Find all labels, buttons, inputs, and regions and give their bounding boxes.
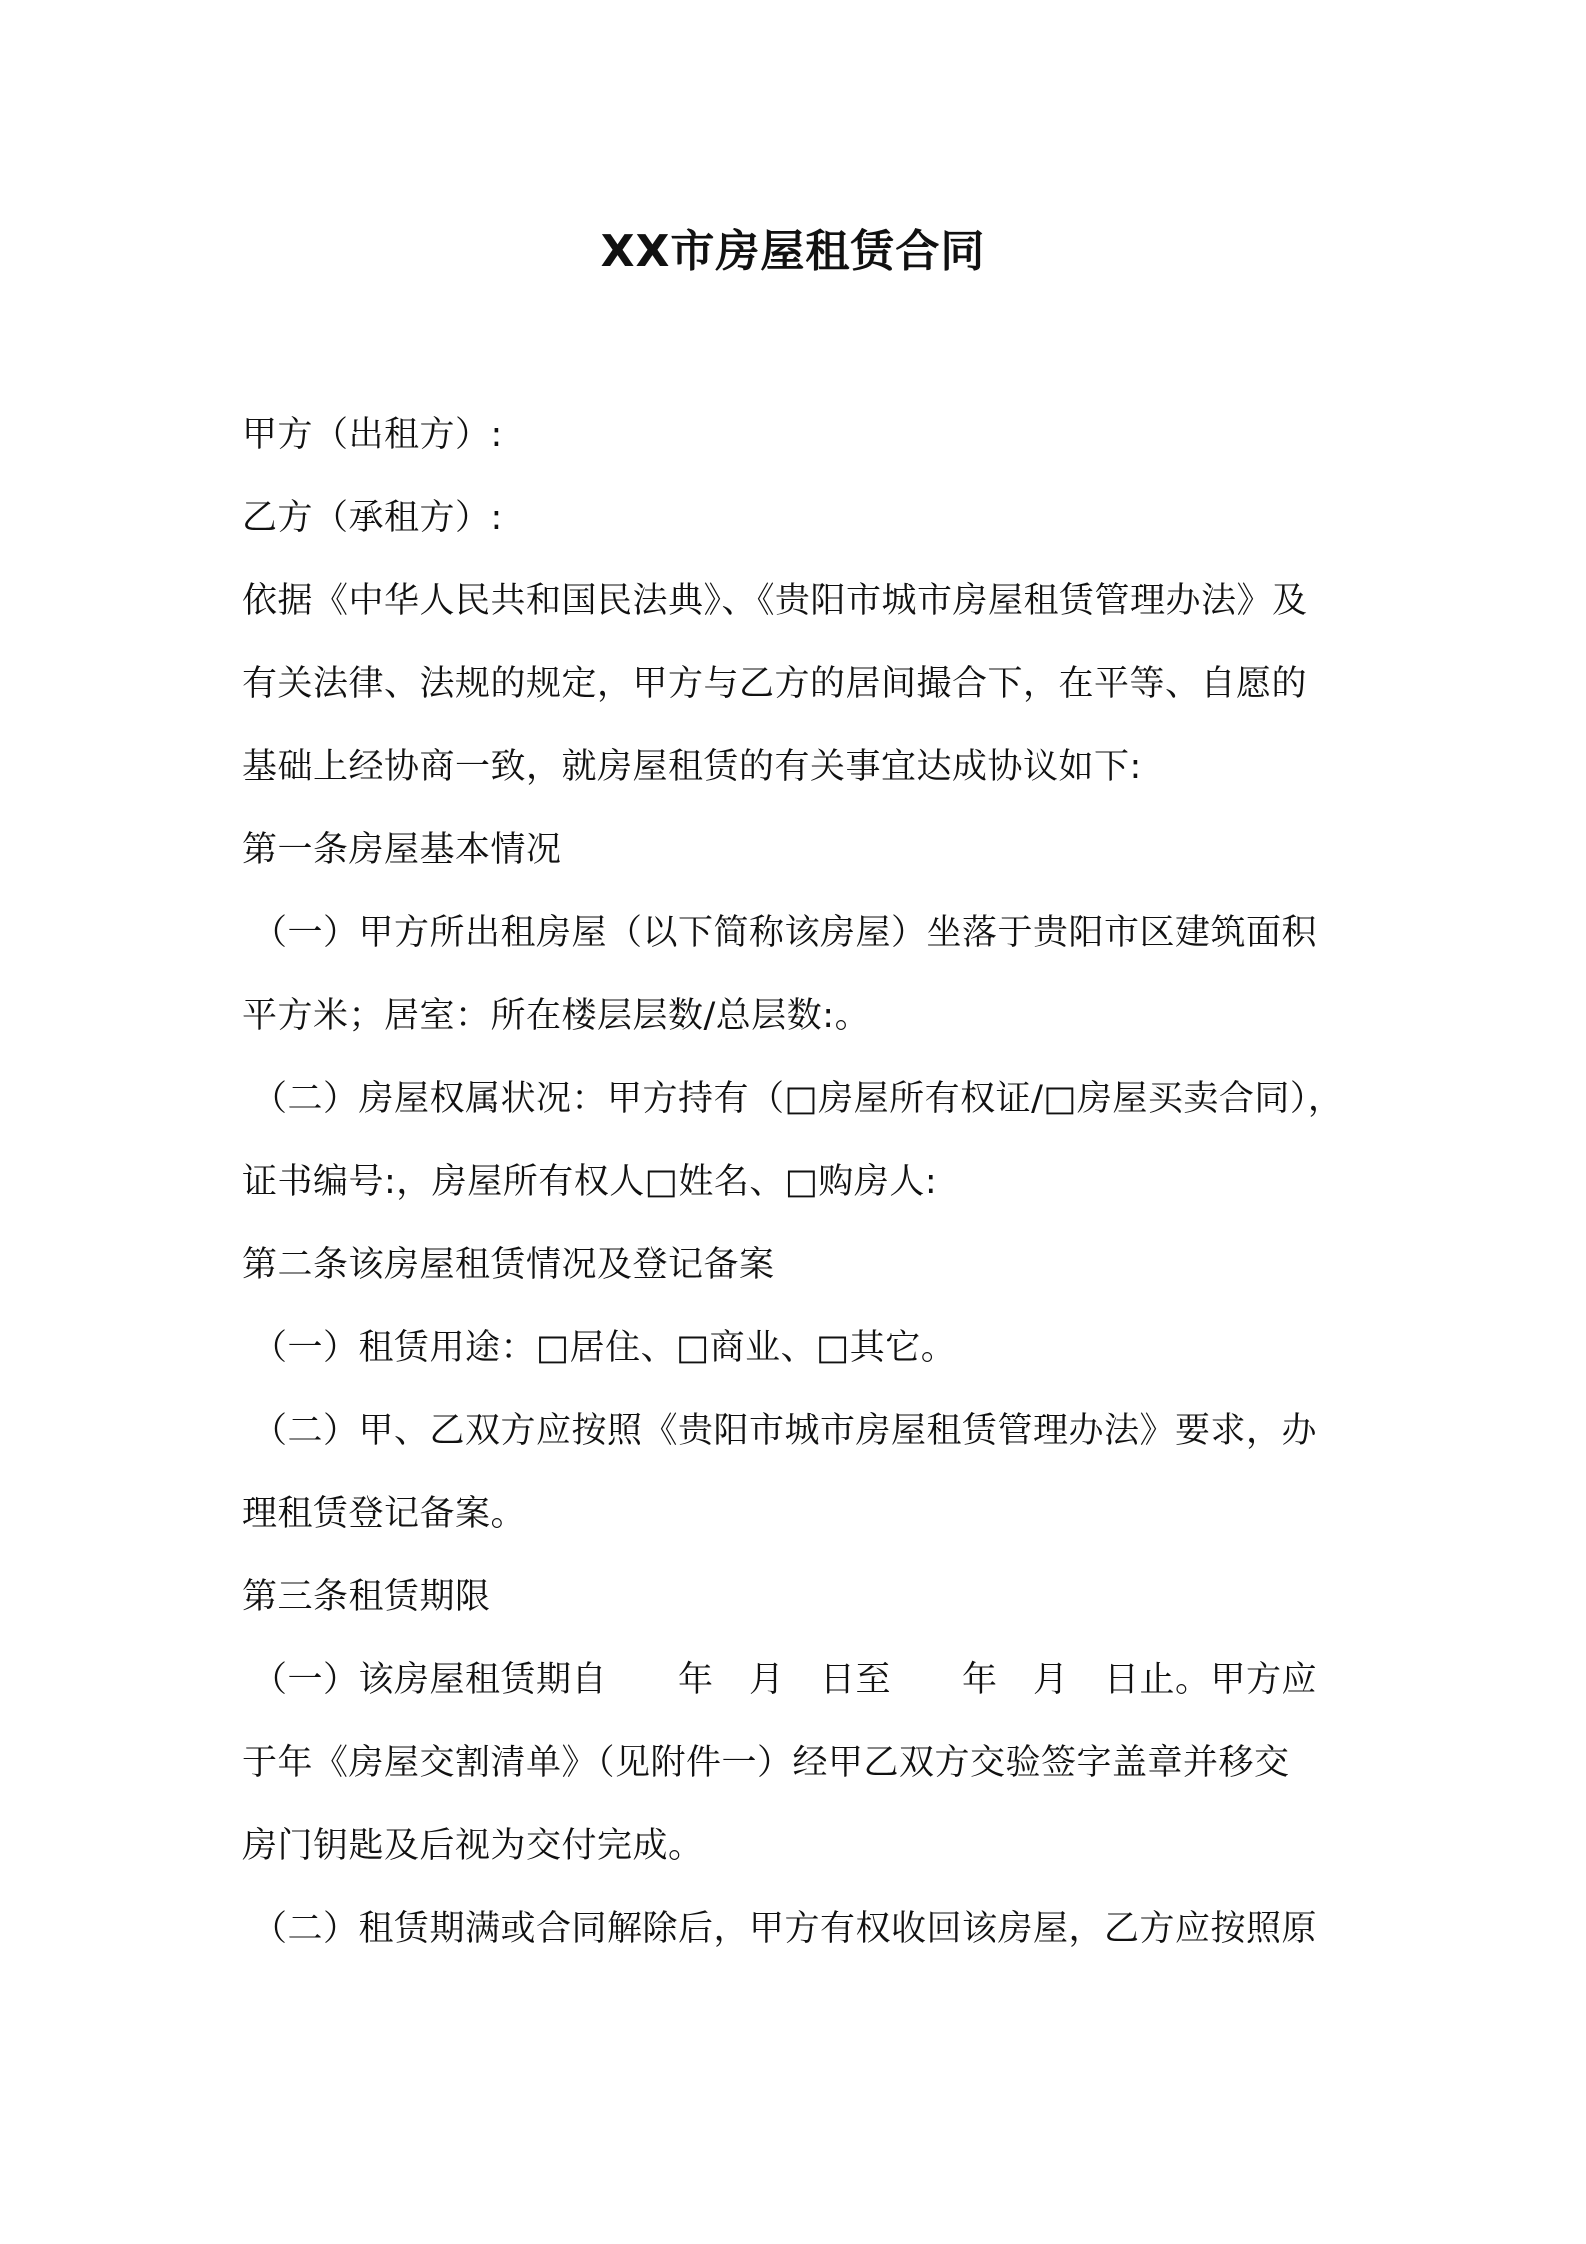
- clause-line: （一）甲方所出租房屋（以下简称该房屋）坐落于贵阳市区建筑面积: [252, 913, 1318, 953]
- clause-line: 理租赁登记备案。: [242, 1494, 527, 1534]
- clause-line: 证书编号:，房屋所有权人□姓名、□购房人:: [242, 1162, 938, 1202]
- clause-line: （一）该房屋租赁期自 年 月 日至 年 月 日止。甲方应: [252, 1660, 1318, 1700]
- article-heading: 第一条房屋基本情况: [242, 830, 562, 870]
- clause-line: 房门钥匙及后视为交付完成。: [242, 1826, 704, 1866]
- paragraph-line: 基础上经协商一致，就房屋租赁的有关事宜达成协议如下:: [242, 747, 1142, 787]
- clause-line: 于年《房屋交割清单》（见附件一）经甲乙双方交验签字盖章并移交: [242, 1743, 1290, 1783]
- article-heading: 第二条该房屋租赁情况及登记备案: [242, 1245, 775, 1285]
- clause-line: （二）甲、乙双方应按照《贵阳市城市房屋租赁管理办法》要求，办: [252, 1411, 1318, 1451]
- party-b-line: 乙方（承租方）:: [242, 498, 503, 538]
- clause-line: 平方米；居室：所在楼层层数/总层数:。: [242, 996, 871, 1036]
- article-heading: 第三条租赁期限: [242, 1577, 491, 1617]
- paragraph-line: 有关法律、法规的规定，甲方与乙方的居间撮合下，在平等、自愿的: [242, 664, 1308, 704]
- clause-line: （一）租赁用途：□居住、□商业、□其它。: [252, 1328, 957, 1368]
- party-a-line: 甲方（出租方）:: [242, 415, 503, 455]
- clause-line: （二）房屋权属状况：甲方持有（□房屋所有权证/□房屋买卖合同），: [252, 1079, 1344, 1119]
- clause-line: （二）租赁期满或合同解除后，甲方有权收回该房屋，乙方应按照原: [252, 1909, 1318, 1949]
- paragraph-line: 依据《中华人民共和国民法典》、《贵阳市城市房屋租赁管理办法》及: [242, 581, 1308, 621]
- document-title: XX市房屋租赁合同: [600, 226, 986, 277]
